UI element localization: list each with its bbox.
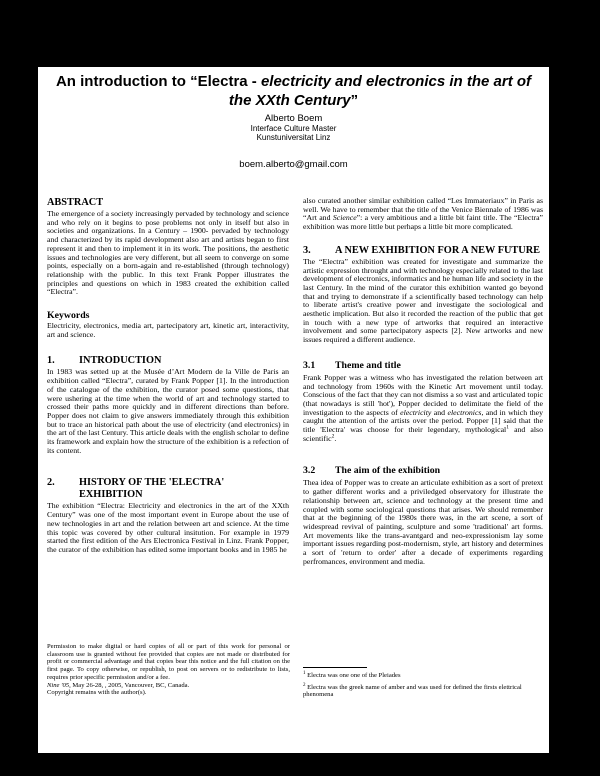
permission-text: Permission to make digital or hard copies of all or part of this work for personal or classroom use is granted without fee provided that copies are not made or distributed for profit or commercial advantage and that copies bear this notice and the full citation on the first page. To copy otherwise, or republish, to post on servers or to redistribute to lists, requires prior specific permission and/or a fee. (47, 643, 290, 681)
section-3-text: The “Electra” exhibition was created for investigate and summarize the artistic expression throught and with technology especially related to the last development of electronics, informatics and he human life and society in the last Century. In the mind of the curator this exhibition wanted go beyond that and trying to demonstrate if a scientifically based technology can help to liberate artist's creative power and investigate the sociological and aesthetic implication. But also it recorded the reaction of the public that get in touch with a new type of artworks that required an interactive involvement and some partecipatory aspects [2]. New artworks and new issues required a different audience. (303, 256, 543, 345)
right-column (303, 197, 543, 567)
section-3-2-heading (303, 465, 543, 477)
footnote-2 (303, 684, 541, 699)
text-segment: , and in which they caught the attention of the artists over the period. Popper [1] said that the title 'Electra' was choose for their legendary, mythological (303, 407, 544, 435)
footnote-2-text: Electra was the greek name of amber and was used for defined the firsts elettrical phenomena (303, 683, 522, 699)
section-1-text: In 1983 was setted up at the Musée d’Art Modern de la Ville de Paris an exhibition called “Electra”, curated by Frank Popper [1]. In the introduction of the catalogue of the exhibition, the curator posed some questions, that were ushering at the time when the world of art and technology started to crossed their paths more quickly and in different directions than before. Popper does not claim to give answers immediately through this exhibition but to trace an historical path about the use of electricity (and electronics) in the art of the last Century. This article deals with the english scholar to define its framework and explain how the structure of the exhibition is a refection of its content. (47, 367, 289, 455)
section-2-title: HISTORY OF THE 'ELECTRA' EXHIBITION (79, 477, 225, 501)
abstract-heading: ABSTRACT (47, 197, 104, 208)
keywords-heading: Keywords (47, 310, 90, 322)
footnote-ref-1: 1 (506, 424, 509, 431)
title-italic-segment: electricity and electronics in the art of the XXth Century (228, 73, 532, 109)
conference-name: Nine '05 (47, 681, 70, 689)
permission-notice (47, 643, 290, 697)
science-italic-segment: Science (332, 213, 357, 223)
footnote-rule (303, 667, 367, 668)
section-3-heading (303, 245, 543, 257)
section-3-1-heading (303, 360, 543, 372)
text-segment: and (431, 407, 448, 417)
footnote-1 (303, 672, 541, 680)
keywords-text: Electricity, electronics, media art, partecipatory art, kinetic art, interactivity, art and science. (47, 321, 289, 339)
section-3-2-number: 3.2 (303, 465, 316, 477)
author-email: boem.alberto@gmail.com (239, 159, 348, 170)
abstract-text: The emergence of a society increasingly pervaded by technology and science and who rely on it begins to pose problems not only in itself but also in societies and organizations. In a Century – 1900- pervaded by technology and characterized by its rapid development also art and artists began to first represent it and then to implement it in its work. The positions, the aesthetic issues and technologies are very different, but all seem to converge on some points, especially on a born-again and re-established (through technology) relationship with the public. In this text Frank Popper illustrates the principles and questions on which in 1983 created the exhibition called “Electra”. (47, 209, 289, 297)
text-segment: . (334, 433, 337, 443)
paper-page (38, 67, 549, 753)
footnote-ref-2: 2 (331, 433, 335, 440)
footnote-2-mark: 2 (303, 682, 306, 688)
author-affiliation-1: Interface Culture Master (250, 124, 337, 133)
author-affiliation-2: Kunstuniversitat Linz (256, 133, 331, 142)
text-segment: and also scientific (303, 425, 543, 443)
conference-line (47, 682, 290, 690)
section-1-title: INTRODUCTION (79, 355, 162, 367)
section-1-number: 1. (47, 355, 55, 367)
electronics-italic-segment: electronics (447, 407, 482, 417)
footnote-1-text: Electra was one one of the Pleiades (307, 672, 401, 680)
title-regular-segment: An introduction to “Electra - (55, 73, 261, 90)
section-2-heading (47, 477, 289, 501)
paper-title (55, 72, 533, 110)
section-2-text: The exhibition “Electra: Electricity and electronics in the art of the XXth Century” was one of the most important event in Europe about the use of new technologies in art and the relation between art and science. At the time this topic was covered by other cultural insitution. For example in 1979 started the first edition of the Ars Electronica Festival in Linz. Frank Popper, the curator of the exhibition has edited some important books and in 1985 he (47, 501, 289, 554)
section-3-1-text (303, 374, 543, 444)
section-3-number: 3. (303, 244, 311, 256)
continuation-segment: also curated another similar exhibition called “Les Immateriaux” in Paris as well. We have to remember that the title of the Venice Biennale of 1986 was “Art and (303, 196, 543, 223)
two-column-body (47, 197, 543, 567)
section-3-title: A NEW EXHIBITION FOR A NEW FUTURE (335, 244, 541, 256)
electricity-italic-segment: electricity (400, 407, 432, 417)
copyright-line: Copyright remains with the author(s). (47, 689, 147, 697)
text-segment: Frank Popper was a witness who has investigated the relation between art and technology from 1960s with the Kinetic Art movement until today. Conscious of the fact that they can not dismiss a so vast and articulated topic (that nowadays is still 'hot'), Popper decided to delimitate the field of the investigation to the aspects of (303, 372, 543, 417)
section-3-1-number: 3.1 (303, 359, 316, 371)
section-3-2-text: Thea idea of Popper was to create an articulate exhibition as a sort of pretext to gather different works and a priviledged observatory for illustrate the relationship between art, science and technology at the present time and coupled with some sociological questions that arises. We should remember that at the beginning of the 1980s there was, in the art scene, a sort of widespread revival of painting, sculpture and some 'traditional' art forms. Art movements like the trans-avantgard and neo-expressionism lay some important issues regarding post-modernism, style, art history and determines a sort of 'return to order' after a decade of experiments regarding perfromances, environment and media. (303, 478, 543, 566)
left-column (47, 197, 289, 555)
section-3-1-title: Theme and title (335, 359, 401, 371)
section-2-number: 2. (47, 477, 55, 489)
section-3-2-title: The aim of the exhibition (335, 465, 441, 477)
continuation-segment: ”: a very ambitious and a little bit faint title. The “Electra” exhibition was more little but perhaps a little bit more complicated. (303, 213, 544, 232)
footnotes-block (303, 667, 541, 703)
author-name: Alberto Boem (264, 113, 323, 124)
section-2-continuation-text (303, 197, 543, 232)
title-block (38, 67, 549, 170)
conference-details: , May 26-28, , 2005, Vancouver, BC, Canada. (69, 681, 190, 689)
section-1-heading (47, 355, 289, 367)
title-closing-quote: ” (350, 92, 359, 109)
footnote-1-mark: 1 (303, 671, 306, 677)
